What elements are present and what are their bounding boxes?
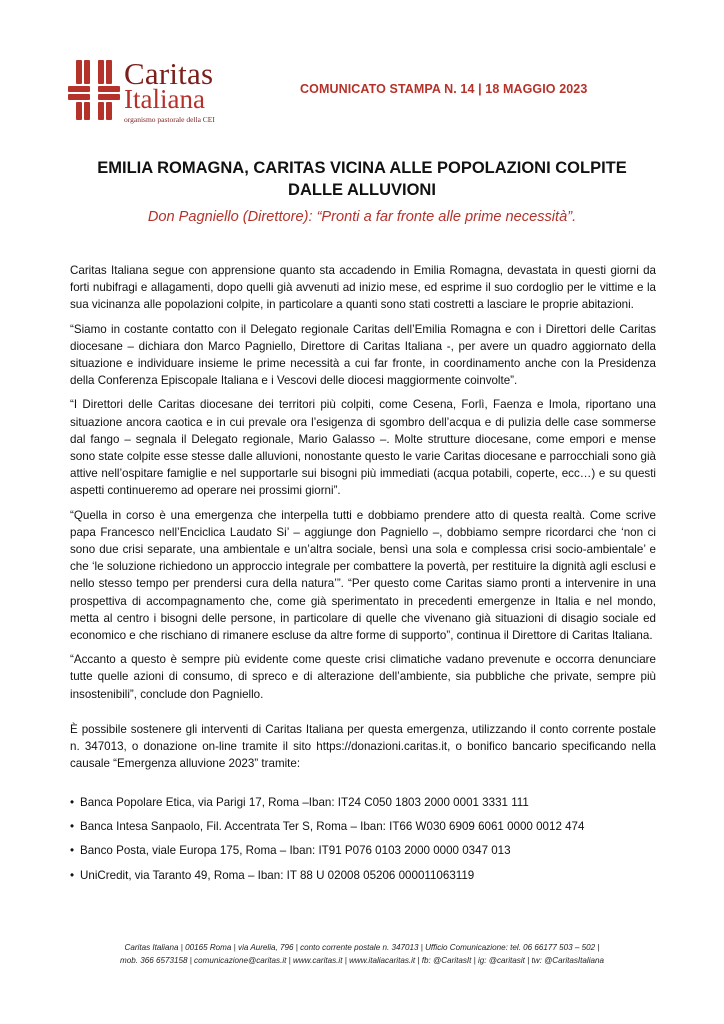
- bank-item: [70, 818, 584, 835]
- press-release-header: COMUNICATO STAMPA N. 14 | 18 MAGGIO 2023: [300, 82, 588, 96]
- bank-item-text: Banca Popolare Etica, via Parigi 17, Roma –Iban: IT24 C050 1803 2000 0001 3331 111: [80, 796, 529, 809]
- bank-item: [70, 842, 584, 859]
- bank-item-text: Banco Posta, viale Europa 175, Roma – Iban: IT91 P076 0103 2000 0000 0347 013: [80, 844, 511, 858]
- document-body: [70, 262, 656, 779]
- bank-item-text: UniCredit, via Taranto 49, Roma – Iban: IT 88 U 02008 05206 000011063119: [80, 868, 475, 882]
- footer-line-2: mob. 366 6573158 | comunicazione@caritas.it | www.caritas.it | www.italiacaritas.it | fb: @CaritasIt | ig: @caritasit | tw: @CaritasItaliana: [119, 955, 605, 965]
- logo-word-caritas: Caritas: [124, 56, 214, 91]
- logo-word-italiana: Italiana: [124, 84, 205, 114]
- logo-subtitle: organismo pastorale della CEI: [124, 115, 215, 124]
- paragraph-quote-pagniello: “Siamo in costante contatto con il Delegato regionale Caritas dell’Emilia Romagna e con i Direttori delle Caritas diocesane – dichiara don Marco Pagniello, Direttore di Caritas Italiana -, per avere un quadro aggiornato della situazione e individuare insieme le prime necessità a cui far fronte, in coordinamento anche con la Presidenza della Conferenza Episcopale Italiana e i Vescovi delle diocesi maggiormente coinvolte”.: [70, 322, 656, 388]
- paragraph-quote-galasso: “I Direttori delle Caritas diocesane dei territori più colpiti, come Cesena, Forlì, Faenza e Imola, riportano una situazione ancora caotica e in cui prevale ora l’esigenza di sgombro dell’acqua e di pulizia delle case sommerse dal fango – segnala il Delegato regionale, Mario Galasso –. Molte strutture diocesane, come empori e mense sono state colpite esse stesse dalle alluvioni, nonostante questo le varie Caritas diocesane e parrocchiali sono già attive nell’ospitare famiglie e nel supportarle sui bisogni più immediati (acqua potabili, coperte, ecc…) e su questi aspetti continueremo ad operare nei prossimi giorni”.: [70, 398, 656, 498]
- page-footer: [60, 942, 664, 967]
- bullet: •: [70, 868, 75, 882]
- bullet: •: [70, 820, 75, 834]
- paragraph-laudato-si: “Quella in corso è una emergenza che interpella tutti e dobbiamo prendere atto di questa realtà. Come scrive papa Francesco nell’Enciclica Laudato Si’ – aggiunge don Pagniello –, dobbiamo sempre ricordarci che ‘non ci sono due crisi separate, una ambientale e un’altra sociale, bensì una sola e complessa crisi socio-ambientale’ e che ‘le soluzione richiedono un approccio integrale per combattere la povertà, per restituire la dignità agli esclusi e nello stesso tempo per prendersi cura della natura’”. “Per questo come Caritas siamo pronti a intervenire in una prospettiva di accompagnamento che, come già sperimentato in precedenti emergenze in Italia e nel mondo, metta al centro i bisogni delle persone, in particolare di quelle che vivenano già situazioni di disagio sociale ed economico e che rischiano di rimanere escluse da altre forme di supporto”, continua il Direttore di Caritas Italiana.: [70, 508, 656, 643]
- caritas-logo: [68, 56, 268, 126]
- bank-item: [70, 794, 584, 811]
- caritas-cross-icon: [68, 60, 120, 120]
- bullet: •: [70, 844, 75, 858]
- document-subtitle: Don Pagniello (Direttore): “Pronti a far fronte alle prime necessità”.: [147, 209, 577, 225]
- footer-line-1: Caritas Italiana | 00165 Roma | via Aurelia, 796 | conto corrente postale n. 347013 | Ufficio Comunicazione: tel. 06 66177 503 – 502 |: [124, 943, 600, 952]
- bank-item-text: Banca Intesa Sanpaolo, Fil. Accentrata Ter S, Roma – Iban: IT66 W030 6909 6061 0000 0012 474: [80, 820, 585, 834]
- bullet: •: [70, 796, 75, 809]
- paragraph-donation-intro: È possibile sostenere gli interventi di Caritas Italiana per questa emergenza, utilizzando il conto corrente postale n. 347013, o donazione on-line tramite il sito https://donazioni.caritas.it, o bonifico bancario specificando nella causale “Emergenza alluvione 2023” tramite:: [70, 722, 656, 771]
- bank-list: [70, 794, 584, 891]
- bank-item: [70, 867, 584, 884]
- paragraph-climate: “Accanto a questo è sempre più evidente come queste crisi climatiche vadano prevenute e occorra denunciare tutte quelle azioni di consumo, di spreco e di alterazione dell’ambiente, sia pubbliche che private, sempre più insostenibili”, conclude don Pagniello.: [70, 653, 656, 701]
- paragraph-intro: Caritas Italiana segue con apprensione quanto sta accadendo in Emilia Romagna, devastata in questi giorni da forti nubifragi e allagamenti, dopo quelli già avvenuti ad inizio mese, ed esprime il suo cordoglio per le vittime e la sua vicinanza alle popolazioni colpite, in particolare a quanti sono stati costretti a lasciare le proprie abitazioni.: [70, 264, 656, 312]
- document-title: EMILIA ROMAGNA, CARITAS VICINA ALLE POPOLAZIONI COLPITE DALLE ALLUVIONI: [97, 159, 627, 199]
